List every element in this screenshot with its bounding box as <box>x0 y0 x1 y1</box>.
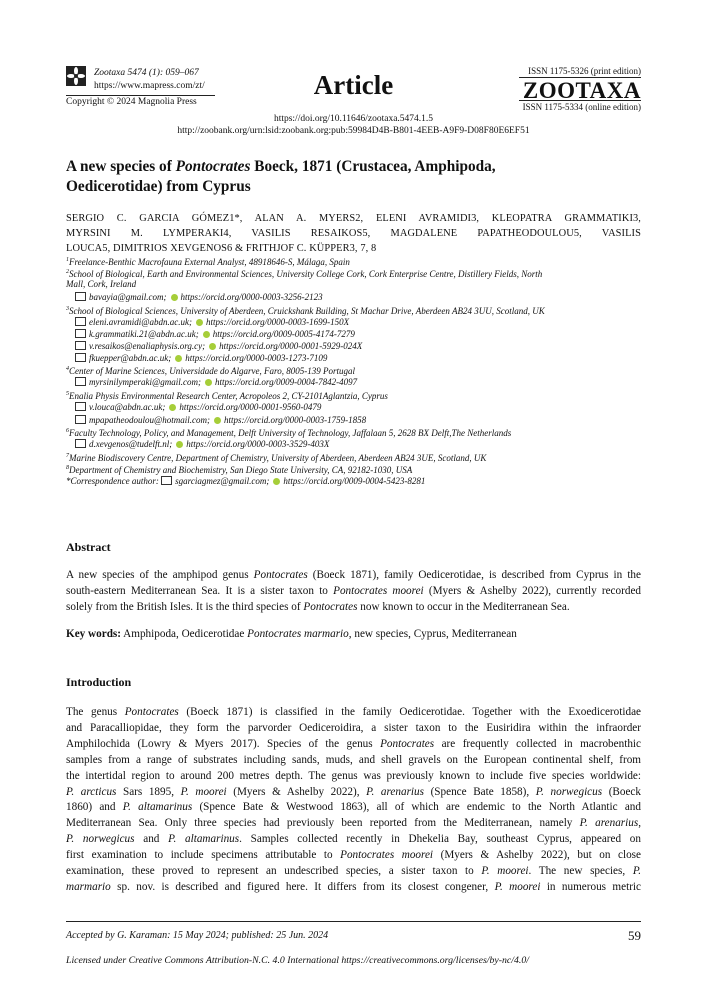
license-line[interactable]: Licensed under Creative Commons Attribution-N.C. 4.0 International https://creativecommons.org/licenses/by-nc/4.0/ <box>66 955 529 966</box>
email-icon <box>75 353 86 362</box>
orcid-icon <box>196 319 203 326</box>
contact-row <box>75 340 362 352</box>
orcid-icon <box>273 478 280 485</box>
orcid-link[interactable]: https://orcid.org/0000-0003-1759-1858 <box>224 415 367 425</box>
email-link[interactable]: myrsinilymperaki@gmail.com; <box>89 377 202 387</box>
orcid-icon <box>169 404 176 411</box>
doi-link[interactable]: https://doi.org/10.11646/zootaxa.5474.1.5 <box>273 114 434 124</box>
email-link[interactable]: bavayia@gmail.com; <box>89 292 167 302</box>
email-link[interactable]: sgarciagmez@gmail.com; <box>175 476 270 486</box>
orcid-icon <box>205 379 212 386</box>
introduction-heading: Introduction <box>66 675 132 689</box>
journal-issue-line: Zootaxa 5474 (1): 059–067 <box>94 68 199 78</box>
email-icon <box>75 292 86 301</box>
affiliation-5: $^5$Enalia Physis Environmental Research Center, Acropoleos 2, CY-2101Aglantzia, Cyprus <box>66 391 388 401</box>
email-icon <box>75 317 86 326</box>
orcid-icon <box>214 417 221 424</box>
orcid-link[interactable]: https://orcid.org/0009-0005-4174-7279 <box>212 329 355 339</box>
zoobank-link[interactable]: http://zoobank.org/urn:lsid:zoobank.org:pub:59984D4B-B801-4EEB-A9F9-D08F80E6EF51 <box>177 126 530 136</box>
issn-print: ISSN 1175-5326 (print edition) <box>528 66 641 76</box>
affiliation-6: $^6$Faculty Technology, Policy, and Management, Delft University of Technology, Jaffalaan 5, 2628 BX Delft,The Netherlands <box>66 428 512 438</box>
contact-row <box>75 376 357 388</box>
copyright: Copyright © 2024 Magnolia Press <box>66 97 197 107</box>
email-link[interactable]: fkuepper@abdn.ac.uk; <box>89 353 172 363</box>
page-number: 59 <box>628 928 641 943</box>
orcid-link[interactable]: https://orcid.org/0000-0001-5929-024X <box>219 341 363 351</box>
email-icon <box>75 329 86 338</box>
issn-online: ISSN 1175-5334 (online edition) <box>522 102 641 112</box>
email-link[interactable]: k.grammatiki.21@abdn.ac.uk; <box>89 329 199 339</box>
acceptance-dates: Accepted by G. Karaman: 15 May 2024; published: 25 Jun. 2024 <box>66 930 329 941</box>
orcid-link[interactable]: https://orcid.org/0009-0004-5423-8281 <box>283 476 426 486</box>
email-icon <box>161 476 172 485</box>
affiliation-1: $^1$Freelance-Benthic Macrofauna External Analyst, 48918646-S, Málaga, Spain <box>66 257 350 267</box>
email-link[interactable]: v.resaikos@enaliaphysis.org.cy; <box>89 341 206 351</box>
keywords: Key words: Amphipoda, Oedicerotidae Pontocrates marmario, new species, Cyprus, Mediterranean <box>66 628 517 640</box>
orcid-icon <box>176 441 183 448</box>
email-link[interactable]: eleni.avramidi@abdn.ac.uk; <box>89 317 193 327</box>
email-icon <box>75 402 86 411</box>
orcid-icon <box>175 355 182 362</box>
contact-row <box>75 352 327 364</box>
contact-row <box>75 438 329 450</box>
email-link[interactable]: mpapatheodoulou@hotmail.com; <box>89 415 211 425</box>
correspondence-row: *Correspondence author: sgarciagmez@gmail.com; https://orcid.org/0009-0004-5423-8281 <box>66 476 426 486</box>
abstract-text: A new species of the amphipod genus Pontocrates (Boeck 1871), family Oedicerotidae, is described from Cyprus in the south-eastern Mediterranean Sea. It is a sister taxon to Pontocrates moorei (Myers & Ashelby 2022), currently recorded solely from the British Isles. It is the third species of Pontocrates now known to occur in the Mediterranean Sea. <box>66 569 641 613</box>
orcid-link[interactable]: https://orcid.org/0000-0003-1273-7109 <box>185 353 328 363</box>
affiliation-2-cont: Mall, Cork, Ireland <box>66 279 137 289</box>
orcid-icon <box>171 294 178 301</box>
orcid-link[interactable]: https://orcid.org/0009-0004-7842-4097 <box>215 377 358 387</box>
orcid-link[interactable]: https://orcid.org/0000-0003-3529-403X <box>186 439 330 449</box>
orcid-link[interactable]: https://orcid.org/0000-0003-3256-2123 <box>180 292 323 302</box>
affiliation-8: $^8$Department of Chemistry and Biochemistry, San Diego State University, CA, 92182-1030, USA <box>66 465 413 475</box>
contact-row <box>75 414 366 426</box>
journal-url[interactable]: https://www.mapress.com/zt/ <box>94 81 205 91</box>
email-icon <box>75 415 86 424</box>
email-link[interactable]: d.xevgenos@tudelft.nl; <box>89 439 173 449</box>
journal-name-logo: ZOOTAXA <box>522 78 641 103</box>
affiliation-3: $^3$School of Biological Sciences, University of Aberdeen, Cruickshank Building, St Machar Drive, Aberdeen AB24 3UU, Scotland, UK <box>66 306 545 316</box>
orcid-link[interactable]: https://orcid.org/0000-0003-1699-150X <box>206 317 350 327</box>
email-icon <box>75 377 86 386</box>
orcid-icon <box>203 331 210 338</box>
contact-row <box>75 316 349 328</box>
affiliation-7: $^7$Marine Biodiscovery Centre, Department of Chemistry, University of Aberdeen, Aberdeen AB24 3UE, Scotland, UK <box>66 453 487 463</box>
orcid-link[interactable]: https://orcid.org/0000-0001-9560-0479 <box>179 402 322 412</box>
orcid-icon <box>209 343 216 350</box>
email-icon <box>75 341 86 350</box>
email-icon <box>75 439 86 448</box>
introduction-text: The genus Pontocrates (Boeck 1871) is classified in the family Oedicerotidae. Together with the Exoedicerotidae and Paracalliopidae, they form the parvorder Oediceroidira, a sister taxon to the Eusiridira within the infraorder Amphilochida (Lowry & Myers 2017). Species of the genus Pontocrates are frequently collected in macrobenthic samples from a range of substrates including sands, muds, and shell gravels on the European continental shelf, from the intertidal region to around 200 metres depth. The genus was previously known to include five species worldwide: P. arcticus Sars 1895, P. moorei (Myers & Ashelby 2022), P. arenarius (Spence Bate 1858), P. norwegicus (Boeck 1860) and P. altamarinus (Spence Bate & Westwood 1863), all of which are endemic to the North Atlantic and Mediterranean Sea. Only three species had previously been reported from the Mediterranean, namely P. arenarius, P. norwegicus and P. altamarinus. Samples collected recently in Dhekelia Bay, southeast Cyprus, appeared on first examination to include specimens attributable to Pontocrates moorei (Myers & Ashelby 2022), but on close examination, these proved to represent an undescribed species, a sister taxon to P. moorei. The new species, P. marmario sp. nov. is described and figured here. It differs from its closest congener, P. moorei in numerous metric <box>66 706 642 893</box>
author-list: SERGIO C. GARCIA GÓMEZ1*, ALAN A. MYERS2, ELENI AVRAMIDI3, KLEOPATRA GRAMMATIKI3, MYRSINI M. LYMPERAKI4, VASILIS RESAIKOS5, MAGDALENE PAPATHEODOULOU5, VASILIS LOUCA5, DIMITRIOS XEVGENOS6 & FRITHJOF C. KÜPPER3, 7, 8 <box>66 213 641 254</box>
header-divider-right-bottom <box>519 100 641 101</box>
contact-row <box>75 401 321 413</box>
article-type-heading: Article <box>313 70 394 100</box>
abstract-heading: Abstract <box>66 540 111 554</box>
email-link[interactable]: v.louca@abdn.ac.uk; <box>89 402 166 412</box>
contact-row <box>75 328 355 340</box>
affiliation-2: $^2$School of Biological, Earth and Environmental Sciences, University College Cork, Cork Enterprise Centre, Distillery Fields, North <box>66 269 543 279</box>
contact-row <box>75 291 323 303</box>
paper-title: A new species of Pontocrates Boeck, 1871 (Crustacea, Amphipoda, Oedicerotidae) from Cyprus <box>66 158 496 195</box>
footer-divider <box>66 921 641 922</box>
affiliation-4: $^4$Center of Marine Sciences, Universidade do Algarve, Faro, 8005-139 Portugal <box>66 366 355 376</box>
